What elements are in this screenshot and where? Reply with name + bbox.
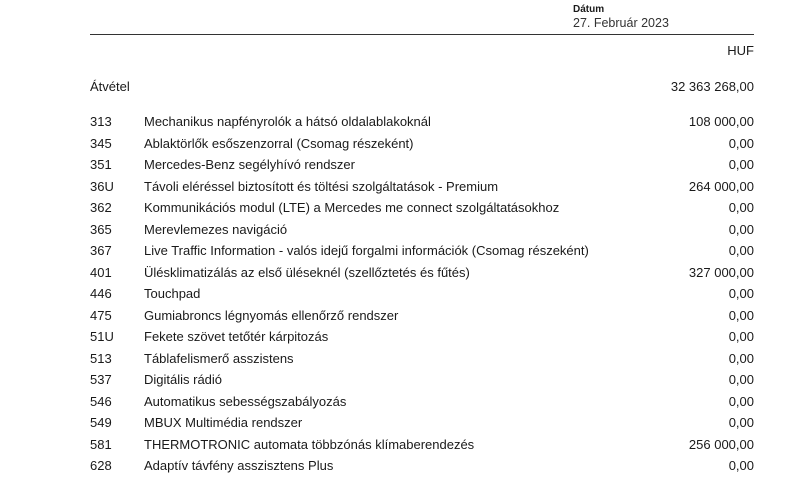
item-code: 367 [90,243,112,258]
line-item-row [90,176,754,198]
item-description: Adaptív távfény asszisztens Plus [144,458,334,473]
line-item-row [90,262,754,284]
item-amount: 327 000,00 [688,264,754,280]
total-amount: 32 363 268,00 [670,79,754,94]
item-description: Digitális rádió [144,372,223,387]
item-code: 362 [90,200,112,215]
line-items [90,111,754,477]
line-item-row [90,434,754,456]
item-description: THERMOTRONIC automata többzónás klímaberendezés [144,436,475,452]
item-description: Touchpad [144,286,201,301]
total-label: Átvétel [90,79,130,94]
item-description: Kommunikációs modul (LTE) a Mercedes me connect szolgáltatásokhoz [144,200,560,215]
item-description: Mercedes-Benz segélyhívó rendszer [144,157,355,172]
item-amount: 0,00 [728,243,754,258]
item-amount: 108 000,00 [688,114,754,129]
date-value: 27. Február 2023 [573,16,669,30]
item-code: 351 [90,157,112,172]
date-label: Dátum [573,4,605,15]
line-item-row [90,219,754,241]
line-item-row [90,305,754,327]
item-code: 365 [90,221,112,237]
item-amount: 0,00 [728,200,754,215]
line-item-row [90,326,754,348]
item-code: 537 [90,372,112,387]
item-amount: 0,00 [728,415,754,430]
item-amount: 0,00 [728,307,754,323]
item-code: 446 [90,286,112,301]
item-description: Ablaktörlők esőszenzorral (Csomag részeként) [144,135,414,151]
item-code: 513 [90,350,112,366]
item-amount: 0,00 [728,135,754,151]
item-amount: 0,00 [728,350,754,366]
item-code: 345 [90,135,112,151]
line-item-row [90,154,754,176]
item-description: Fekete szövet tetőtér kárpitozás [144,329,329,344]
total-row [90,78,754,96]
item-amount: 0,00 [728,157,754,172]
item-amount: 0,00 [728,286,754,301]
item-description: Live Traffic Information - valós idejű forgalmi információk (Csomag részeként) [144,243,589,258]
item-code: 546 [90,393,112,409]
header-divider [90,34,754,35]
line-item-row [90,197,754,219]
item-description: Mechanikus napfényrolók a hátsó oldalablakoknál [144,114,431,129]
line-item-row [90,412,754,434]
item-description: Ülésklimatizálás az első üléseknél (szellőztetés és fűtés) [144,264,470,280]
currency-label: HUF [727,43,754,58]
item-code: 549 [90,415,112,430]
line-item-row [90,369,754,391]
line-item-row [90,283,754,305]
item-amount: 256 000,00 [688,436,754,452]
item-code: 313 [90,114,112,129]
item-code: 581 [90,436,112,452]
item-description: Automatikus sebességszabályozás [144,393,347,409]
item-code: 36U [90,178,114,194]
item-amount: 0,00 [728,393,754,409]
item-description: Távoli eléréssel biztosított és töltési szolgáltatások - Premium [144,178,499,194]
item-amount: 264 000,00 [688,178,754,194]
line-item-row [90,133,754,155]
item-description: Táblafelismerő asszistens [144,350,294,366]
item-code: 401 [90,264,112,280]
item-description: MBUX Multimédia rendszer [144,415,303,430]
item-amount: 0,00 [728,372,754,387]
line-item-row [90,391,754,413]
item-amount: 0,00 [728,329,754,344]
item-amount: 0,00 [728,458,754,473]
line-item-row [90,111,754,133]
line-item-row [90,348,754,370]
item-description: Gumiabroncs légnyomás ellenőrző rendszer [144,307,399,323]
item-amount: 0,00 [728,221,754,237]
item-description: Merevlemezes navigáció [144,221,288,237]
line-item-row [90,240,754,262]
item-code: 51U [90,329,114,344]
item-code: 628 [90,458,112,473]
item-code: 475 [90,307,112,323]
